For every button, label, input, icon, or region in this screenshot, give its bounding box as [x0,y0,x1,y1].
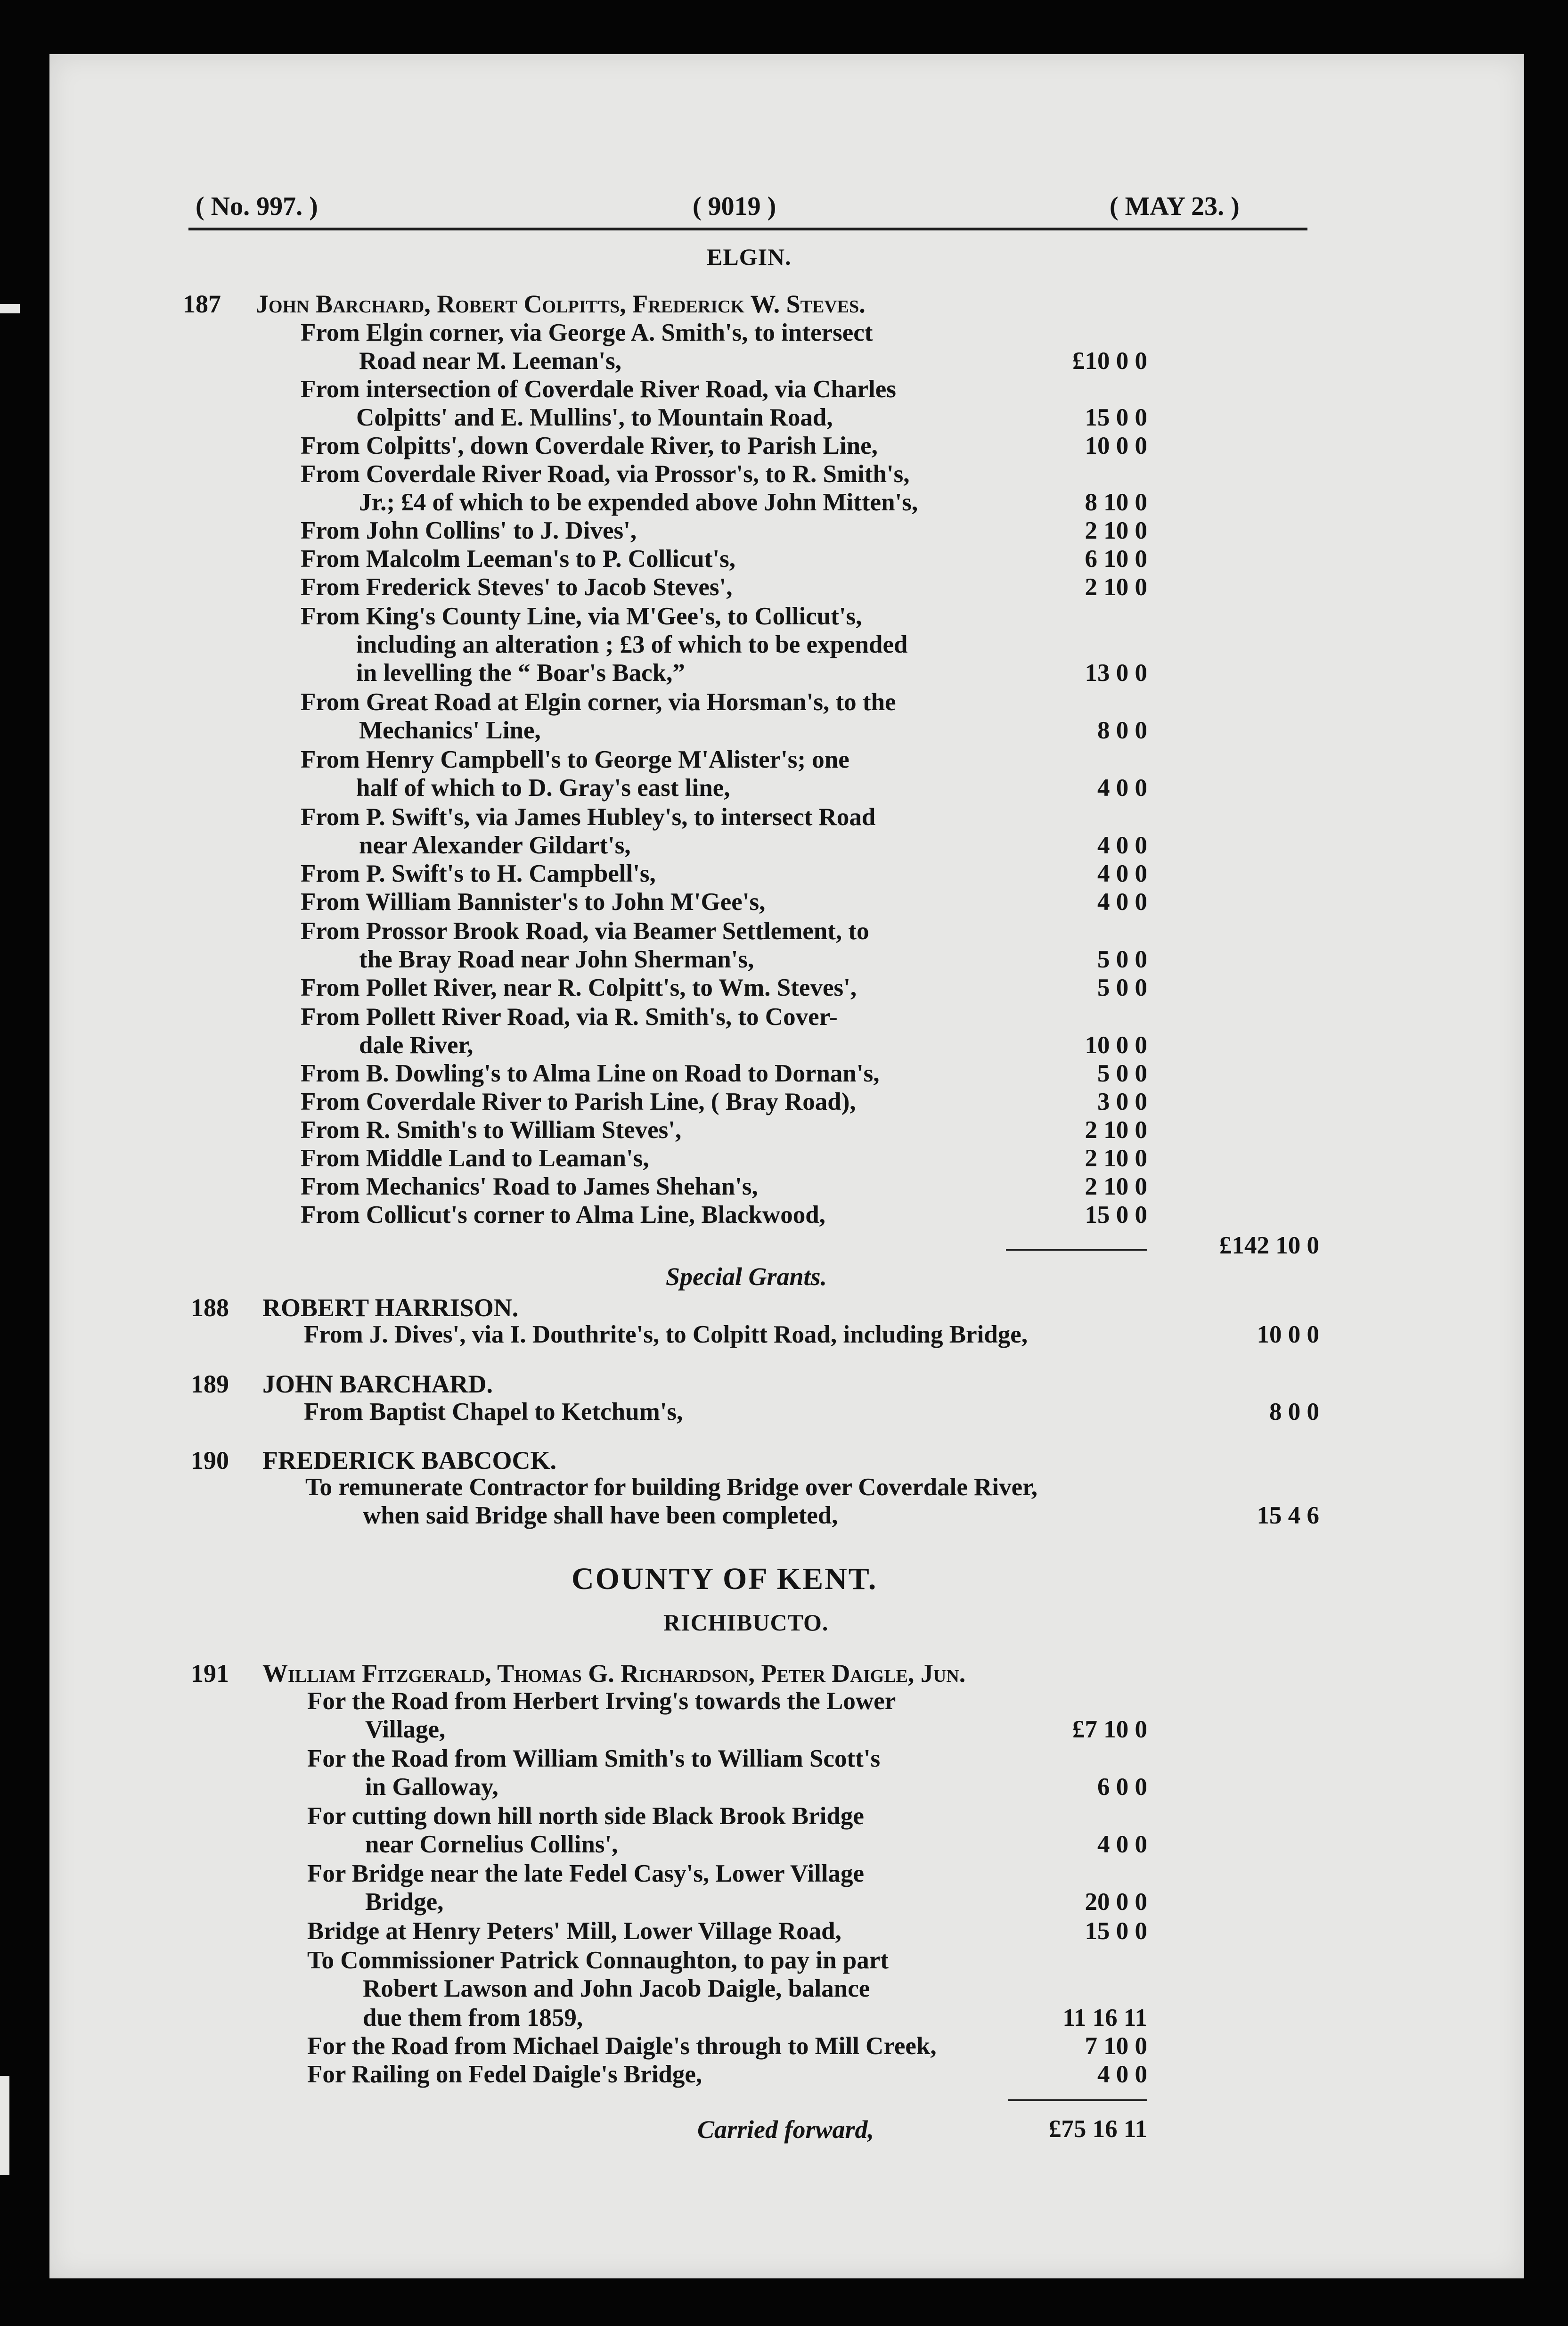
entry-line: For the Road from William Smith's to William Scott's [307,1745,881,1772]
amount: 10 0 0 [1085,432,1147,459]
entry-total: £142 10 0 [1219,1232,1319,1259]
entry-line: From John Collins' to J. Dives', [301,517,637,544]
entry-line: in Galloway, [365,1773,498,1801]
sum-rule [1006,1249,1147,1251]
amount: 8 0 0 [1097,717,1147,744]
entry-line: From intersection of Coverdale River Road, via Charles [301,376,896,403]
carried-forward-amount: £75 16 11 [1048,2115,1147,2143]
entry-line: dale River, [359,1032,474,1059]
entry-line: Colpitts' and E. Mullins', to Mountain Road, [356,404,833,431]
amount: 2 10 0 [1085,1116,1147,1144]
amount: 3 0 0 [1097,1088,1147,1115]
amount: 5 0 0 [1097,974,1147,1001]
entry-line: Bridge at Henry Peters' Mill, Lower Village Road, [307,1917,841,1945]
entry-line: From J. Dives', via I. Douthrite's, to Colpitt Road, including Bridge, [304,1321,1028,1348]
amount: 6 10 0 [1085,545,1147,573]
entry-commissioner: ROBERT HARRISON. [262,1294,519,1322]
entry-line: For Bridge near the late Fedel Casy's, Lower Village [307,1860,865,1887]
entry-total: 15 4 6 [1257,1502,1319,1529]
entry-line: From R. Smith's to William Steves', [301,1116,682,1144]
entry-line: Road near M. Leeman's, [359,347,621,375]
entry-total: 8 0 0 [1269,1398,1319,1425]
entry-line: From Henry Campbell's to George M'Alister's; one [301,746,849,773]
entry-line: To remunerate Contractor for building Bridge over Coverdale River, [305,1474,1038,1501]
page-edge-tab [0,304,20,313]
amount: 4 0 0 [1097,888,1147,916]
entry-line: From Collicut's corner to Alma Line, Blackwood, [301,1201,825,1229]
carried-forward-label: Carried forward, [697,2115,874,2144]
amount: 6 0 0 [1097,1773,1147,1801]
amount: 2 10 0 [1085,517,1147,544]
entry-number: 191 [191,1659,229,1687]
header-number: ( No. 997. ) [196,192,318,221]
amount: 10 0 0 [1085,1032,1147,1059]
entry-line: From Coverdale River to Parish Line, ( Bray Road), [301,1088,856,1115]
entry-line: For Railing on Fedel Daigle's Bridge, [307,2061,702,2088]
entry-line: From P. Swift's, via James Hubley's, to intersect Road [301,803,876,831]
amount: 4 0 0 [1097,832,1147,859]
amount: 4 0 0 [1097,1831,1147,1858]
entry-line: For the Road from Michael Daigle's through to Mill Creek, [307,2032,937,2060]
header-page-number: ( 9019 ) [693,192,776,221]
entry-line: the Bray Road near John Sherman's, [359,946,754,973]
subheading-special-grants: Special Grants. [666,1262,827,1291]
amount: 7 10 0 [1085,2032,1147,2060]
amount: 8 10 0 [1085,489,1147,516]
amount: 4 0 0 [1097,2061,1147,2088]
entry-line: due them from 1859, [363,2004,583,2031]
section-title-richibucto: RICHIBUCTO. [663,1609,829,1636]
entry-line: From Frederick Steves' to Jacob Steves', [301,573,733,601]
amount: 15 0 0 [1085,404,1147,431]
entry-line: From Colpitts', down Coverdale River, to Parish Line, [301,432,878,459]
entry-line: near Cornelius Collins', [365,1831,618,1858]
entry-line: when said Bridge shall have been completed, [363,1502,838,1529]
entry-line: From Elgin corner, via George A. Smith's, to intersect [301,319,873,346]
amount: 20 0 0 [1085,1888,1147,1916]
amount: 2 10 0 [1085,573,1147,601]
entry-line: For cutting down hill north side Black Brook Bridge [307,1802,864,1830]
section-title-elgin: ELGIN. [707,244,792,270]
entry-line: From P. Swift's to H. Campbell's, [301,860,656,887]
entry-line: From Coverdale River Road, via Prossor's, to R. Smith's, [301,460,910,488]
amount: 2 10 0 [1085,1145,1147,1172]
entry-line: From King's County Line, via M'Gee's, to Collicut's, [301,603,862,630]
entry-line: From William Bannister's to John M'Gee's, [301,888,766,916]
entry-line: Mechanics' Line, [359,717,541,744]
entry-line: From Great Road at Elgin corner, via Horsman's, to the [301,688,896,716]
page-edge-tab [0,2076,9,2175]
entry-line: Bridge, [365,1888,444,1916]
entry-number: 188 [191,1294,229,1322]
entry-line: From Pollett River Road, via R. Smith's, to Cover- [301,1003,838,1031]
entry-line: half of which to D. Gray's east line, [356,774,730,802]
amount: 15 0 0 [1085,1917,1147,1945]
amount: 5 0 0 [1097,1060,1147,1087]
entry-line: From Baptist Chapel to Ketchum's, [304,1398,683,1425]
entry-line: From Middle Land to Leaman's, [301,1145,649,1172]
amount: 13 0 0 [1085,659,1147,687]
entry-line: For the Road from Herbert Irving's towards the Lower [307,1687,896,1715]
amount: 5 0 0 [1097,946,1147,973]
entry-line: near Alexander Gildart's, [359,832,631,859]
entry-commissioner: FREDERICK BABCOCK. [262,1446,557,1474]
entry-line: To Commissioner Patrick Connaughton, to pay in part [307,1947,889,1974]
entry-line: From B. Dowling's to Alma Line on Road to Dornan's, [301,1060,880,1087]
entry-commissioners: William Fitzgerald, Thomas G. Richardson, Peter Daigle, Jun. [262,1659,966,1687]
header-date: ( MAY 23. ) [1110,192,1240,221]
entry-line: From Malcolm Leeman's to P. Collicut's, [301,545,735,573]
amount: £10 0 0 [1072,347,1147,375]
entry-line: From Mechanics' Road to James Shehan's, [301,1173,758,1200]
header-rule [188,228,1307,230]
amount: 4 0 0 [1097,774,1147,802]
entry-total: 10 0 0 [1257,1321,1319,1348]
amount: 2 10 0 [1085,1173,1147,1200]
entry-number: 190 [191,1446,229,1474]
county-heading: COUNTY OF KENT. [572,1562,878,1596]
amount: £7 10 0 [1072,1716,1147,1743]
entry-commissioners: John Barchard, Robert Colpitts, Frederick W. Steves. [256,290,866,318]
entry-line: Jr.; £4 of which to be expended above John Mitten's, [359,489,918,516]
entry-line: in levelling the “ Boar's Back,” [356,659,685,687]
entry-number: 187 [183,290,221,318]
amount: 11 16 11 [1062,2004,1147,2031]
entry-line: including an alteration ; £3 of which to be expended [356,631,908,658]
entry-number: 189 [191,1370,229,1398]
entry-line: From Pollet River, near R. Colpitt's, to Wm. Steves', [301,974,857,1001]
sum-rule [1008,2099,1147,2101]
entry-line: Robert Lawson and John Jacob Daigle, balance [363,1975,870,2002]
amount: 15 0 0 [1085,1201,1147,1229]
amount: 4 0 0 [1097,860,1147,887]
entry-line: Village, [365,1716,446,1743]
entry-commissioner: JOHN BARCHARD. [262,1370,493,1398]
entry-line: From Prossor Brook Road, via Beamer Settlement, to [301,917,869,945]
